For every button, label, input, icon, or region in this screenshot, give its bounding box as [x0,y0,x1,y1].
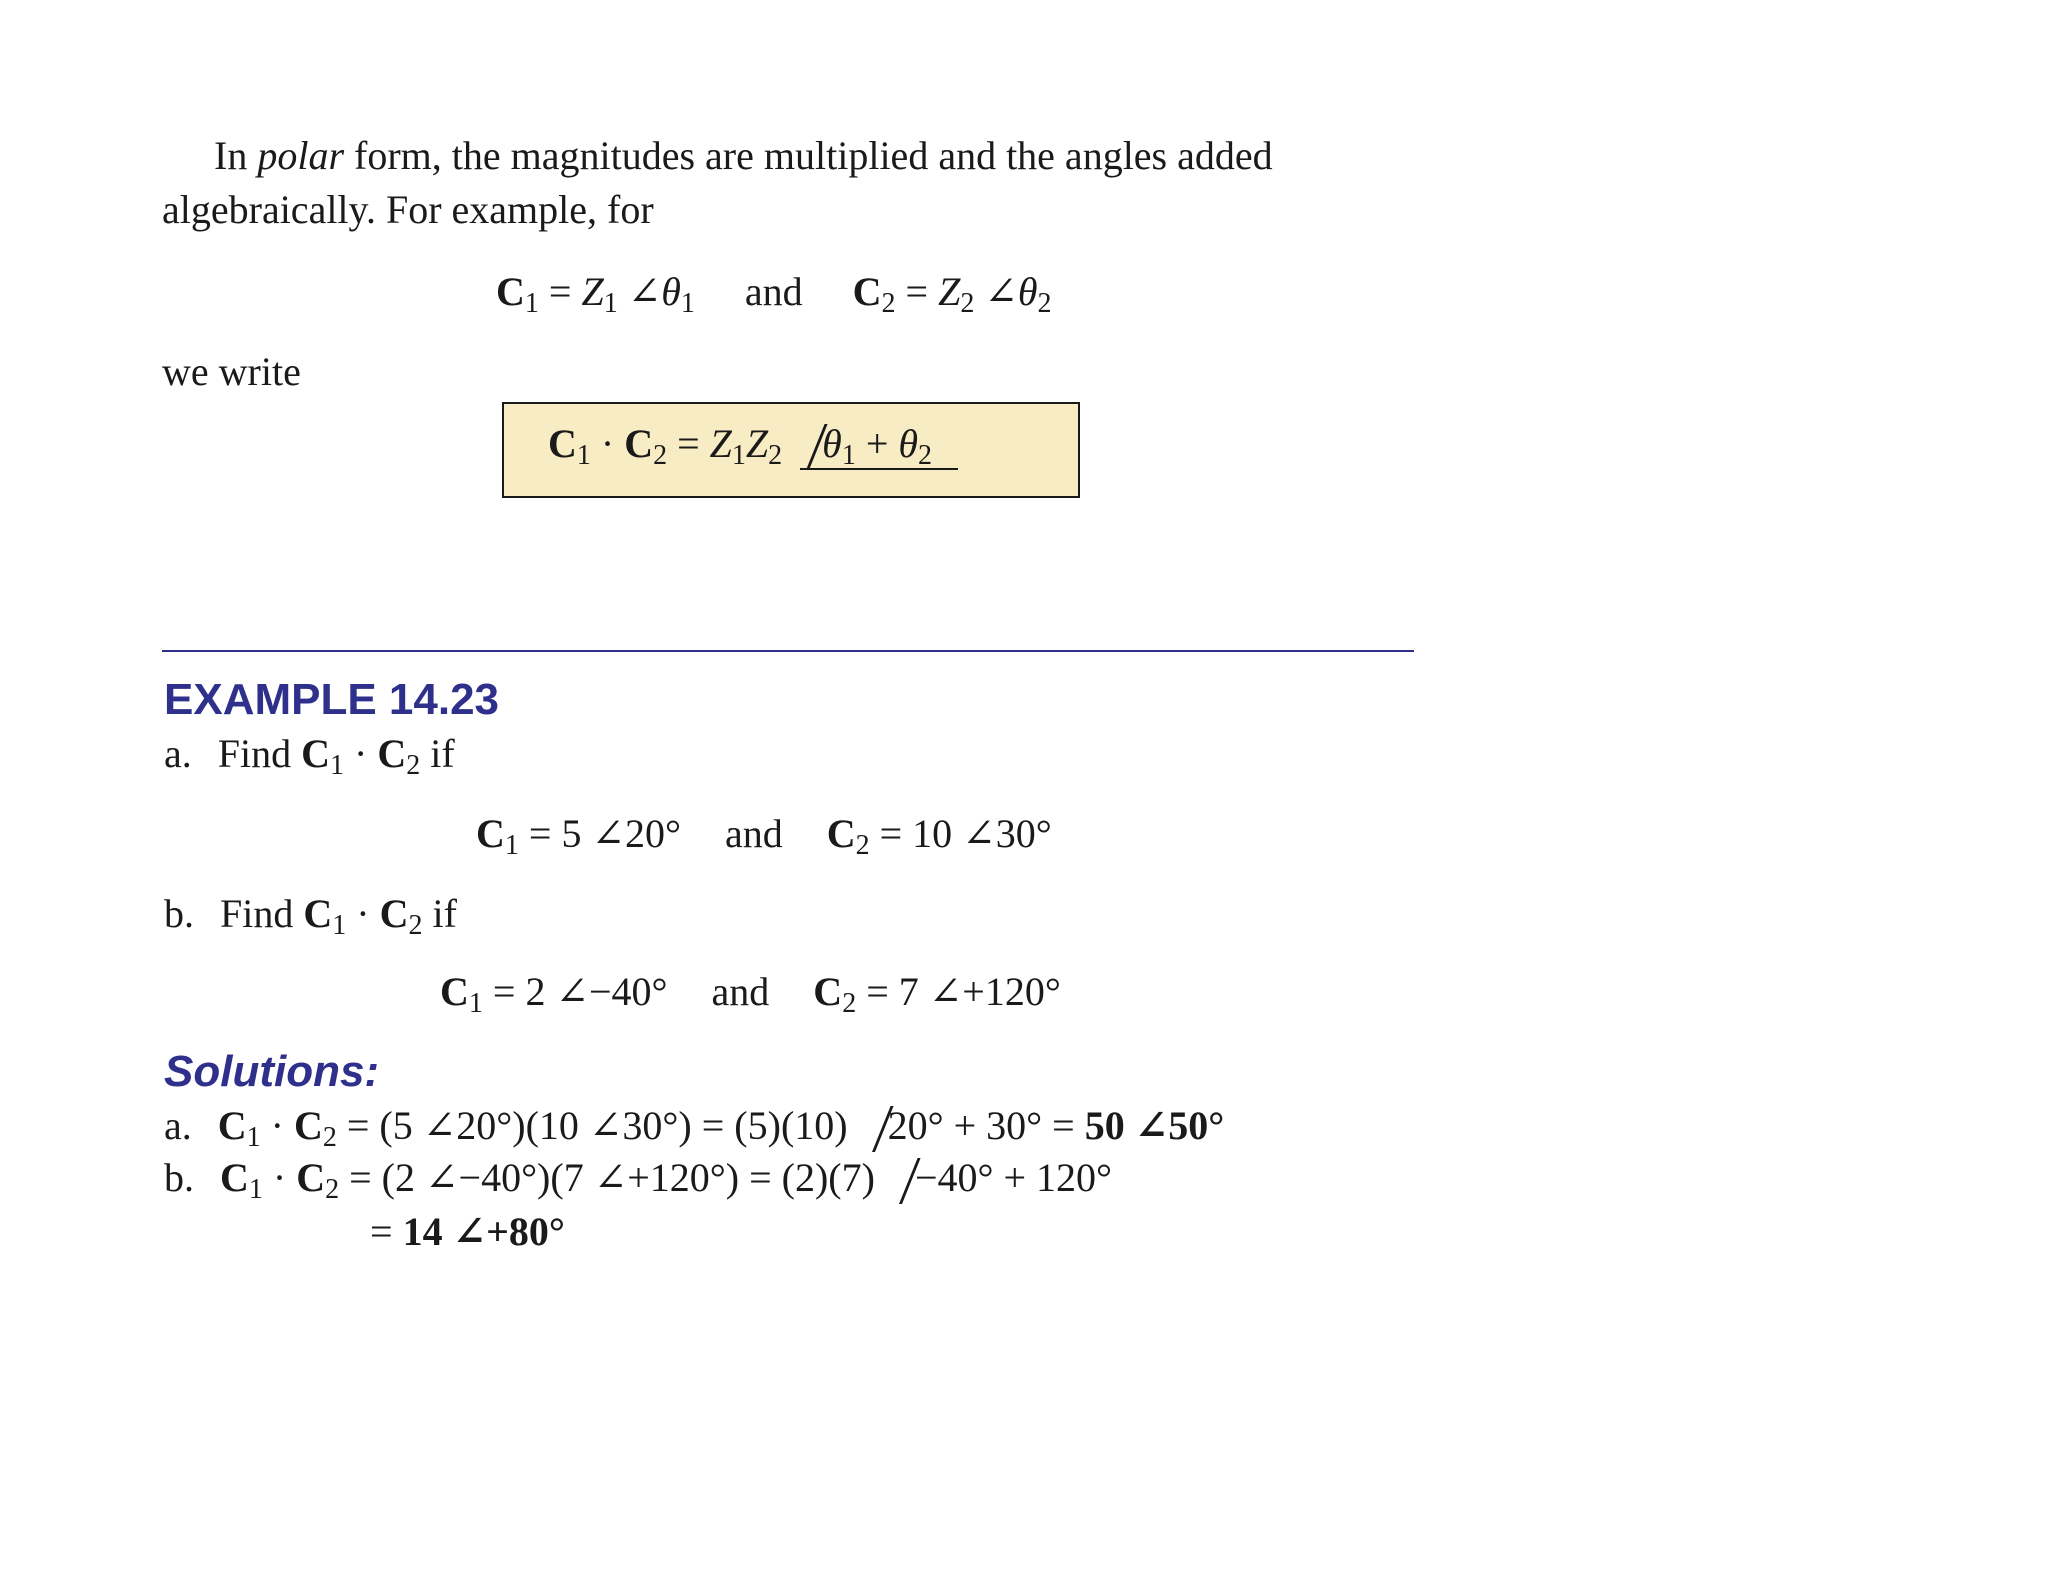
solution-b-result-line: = 14 ∠+80° [370,1209,565,1254]
example-a-equation: $C_1 = 5$ ∠20° and $C_2 = 10$ ∠30° [476,811,1052,861]
definition-equation: $C_1 = Z_1$ $\angle\theta_1$ and $C_2 = Z_2$ $\angle\theta_2$ [496,269,1052,319]
section-divider [162,650,1414,652]
example-a-prompt: a. Find $C_1 \cdot C_2$ if [164,731,455,781]
intro-line-2: algebraically. For example, for [162,187,654,232]
angle-symbol: ∠ [984,269,1018,314]
polar-angle-notation: 20° + 30° [866,1102,1043,1150]
boxed-formula: $C_1 \cdot C_2 = Z_1Z_2$ $\theta_1 + \theta_2$ [548,420,958,470]
example-title: EXAMPLE 14.23 [164,675,500,724]
solutions-title: Solutions: [164,1047,380,1096]
example-b-prompt: b. Find $C_1 \cdot C_2$ if [164,891,457,941]
intro-line-1: In polar form, the magnitudes are multiplied and the angles added [214,133,1273,178]
solution-b-result: 14 ∠+80° [402,1209,565,1254]
we-write-text: we write [162,349,301,394]
polar-angle-notation: −40° + 120° [893,1154,1112,1202]
solution-a-result: 50 ∠50° [1084,1103,1225,1148]
solution-a: a. $C_1 \cdot C_2 = (5$ ∠20°)(10 ∠30°) = (5)(10) 20° + 30° = 50 ∠50° [164,1103,1225,1153]
polar-angle-notation: $\theta_1 + \theta_2$ [800,420,958,470]
polar-word: polar [257,133,345,178]
example-b-equation: $C_1 = 2$ ∠−40° and $C_2 = 7$ ∠+120° [440,969,1061,1019]
angle-symbol: ∠ [627,269,662,314]
solution-b: b. $C_1 \cdot C_2 = (2$ ∠−40°)(7 ∠+120°) = (2)(7) −40° + 120° [164,1155,1113,1205]
